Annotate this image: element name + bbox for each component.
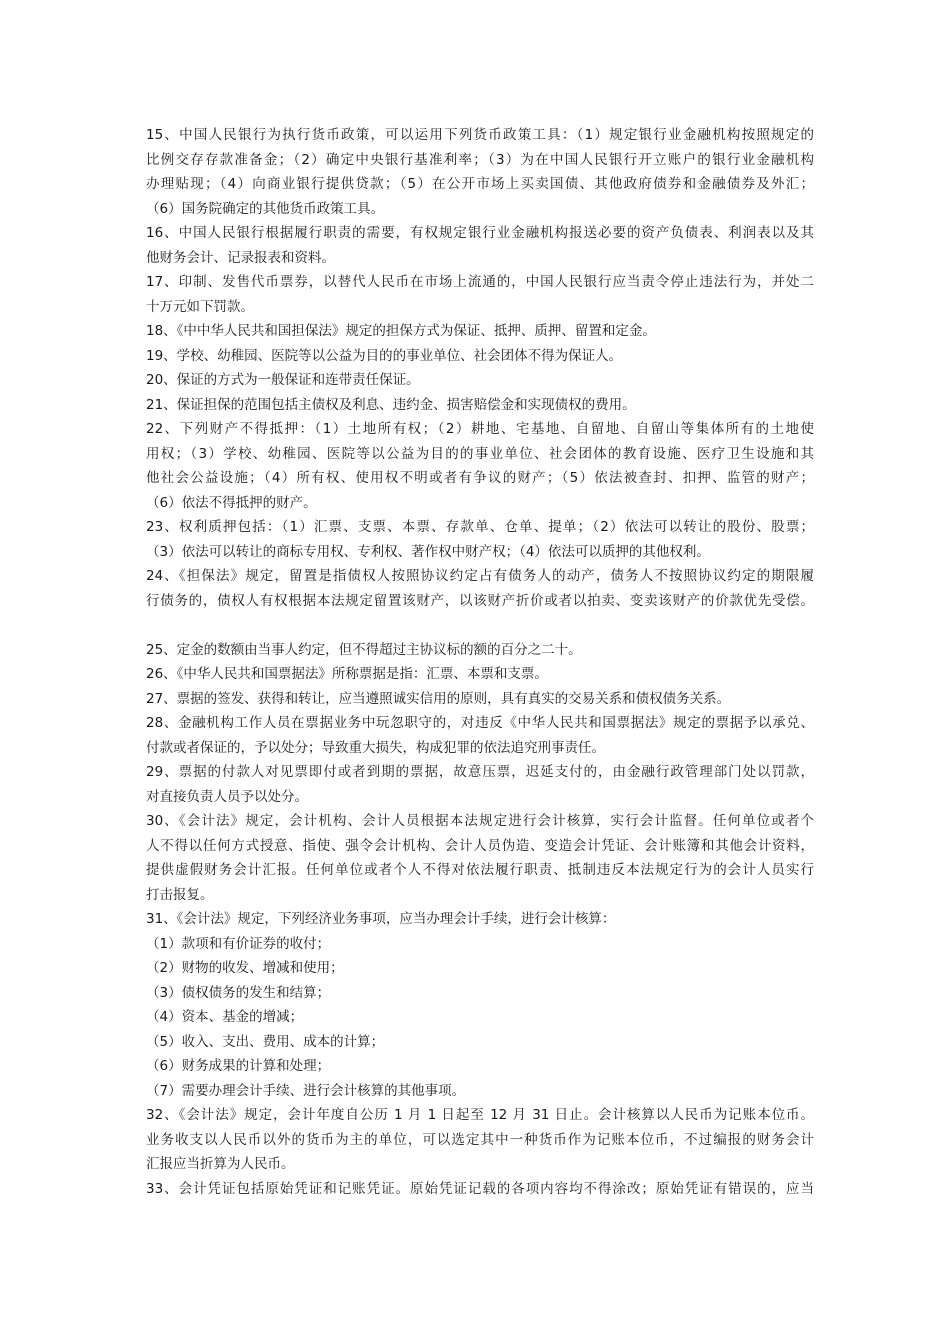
text-line: （3）依法可以转让的商标专用权、专利权、著作权中财产权；（4）依法可以质押的其他权利。 [146, 543, 710, 560]
text-line: 22、下列财产不得抵押：（1）土地所有权；（2）耕地、宅基地、自留地、自留山等集体所有的土地使 [146, 421, 814, 437]
text-line: （3）债权债务的发生和结算； [146, 984, 331, 1001]
text-line: 用权；（3）学校、幼稚园、医院等以公益为目的的事业单位、社会团体的教育设施、医疗卫生设施和其 [146, 445, 814, 462]
text-line: 25、定金的数额由当事人约定，但不得超过主协议标的额的百分之二十。 [146, 641, 582, 658]
text-line: 20、保证的方式为一般保证和连带责任保证。 [146, 372, 420, 388]
text-line: 15、中国人民银行为执行货币政策，可以运用下列货币政策工具：（1）规定银行业金融机构按照规定的 [146, 127, 814, 143]
text-line: 比例交存存款准备金；（2）确定中央银行基准利率；（3）为在中国人民银行开立账户的银行业金融机构 [146, 151, 814, 168]
text-line: 汇报应当折算为人民币。 [146, 1156, 295, 1172]
text-line: 人不得以任何方式授意、指使、强令会计机构、会计人员伪造、变造会计凭证、会计账簿和其他会计资料， [146, 837, 814, 854]
text-line: 18、《中中华人民共和国担保法》规定的担保方式为保证、抵押、质押、留置和定金。 [146, 323, 656, 339]
text-line: 对直接负责人员予以处分。 [146, 788, 308, 805]
text-line: 24、《担保法》规定，留置是指债权人按照协议约定占有债务人的动产，债务人不按照协议约定的期限履 [146, 568, 814, 584]
blank-line [146, 613, 814, 638]
text-line: （5）收入、支出、费用、成本的计算； [146, 1033, 385, 1050]
text-line: （7）需要办理会计手续、进行会计核算的其他事项。 [146, 1082, 466, 1099]
text-line: 28、金融机构工作人员在票据业务中玩忽职守的，对违反《中华人民共和国票据法》规定的票据予以承兑、 [146, 715, 814, 731]
text-line: 他社会公益设施；（4）所有权、使用权不明或者有争议的财产；（5）依法被查封、扣押、监管的财产； [146, 470, 814, 486]
text-line: 31、《会计法》规定，下列经济业务事项，应当办理会计手续，进行会计核算： [146, 911, 616, 927]
text-line: 33、会计凭证包括原始凭证和记账凭证。原始凭证记载的各项内容均不得涂改；原始凭证有错误的，应当 [146, 1180, 814, 1197]
text-line: 16、中国人民银行根据履行职责的需要，有权规定银行业金融机构报送必要的资产负债表、利润表以及其 [146, 225, 814, 241]
text-line: 19、学校、幼稚园、医院等以公益为目的的事业单位、社会团体不得为保证人。 [146, 347, 623, 364]
text-line: 提供虚假财务会计汇报。任何单位或者个人不得对依法履行职责、抵制违反本法规定行为的会计人员实行 [146, 862, 814, 878]
text-line: 21、保证担保的范围包括主债权及利息、违约金、损害赔偿金和实现债权的费用。 [146, 396, 636, 413]
text-line: 打击报复。 [146, 886, 214, 903]
text-line: （2）财物的收发、增减和使用； [146, 960, 344, 976]
text-line: 业务收支以人民币以外的货币为主的单位，可以选定其中一种货币作为记账本位币，不过编报的财务会计 [146, 1131, 814, 1148]
text-line: （6）国务院确定的其他货币政策工具。 [146, 200, 385, 217]
text-line: 29、票据的付款人对见票即付或者到期的票据，故意压票，迟延支付的，由金融行政管理部门处以罚款， [146, 764, 814, 780]
text-line: 付款或者保证的，予以处分；导致重大损失，构成犯罪的依法追究刑事责任。 [146, 739, 605, 756]
text-line: （4）资本、基金的增减； [146, 1009, 304, 1025]
text-line: （6）依法不得抵押的财产。 [146, 494, 317, 511]
text-line: 27、票据的签发、获得和转让，应当遵照诚实信用的原则，具有真实的交易关系和债权债务关系。 [146, 690, 731, 707]
text-line: （6）财务成果的计算和处理； [146, 1058, 331, 1074]
document-body [146, 123, 814, 1201]
text-line: 30、《会计法》规定，会计机构、会计人员根据本法规定进行会计核算，实行会计监督。任何单位或者个 [146, 813, 814, 829]
text-line: 23、权利质押包括：（1）汇票、支票、本票、存款单、仓单、提单；（2）依法可以转让的股份、股票； [146, 519, 814, 535]
text-line: 行债务的，债权人有权根据本法规定留置该财产，以该财产折价或者以拍卖、变卖该财产的价款优先受偿。 [146, 592, 814, 609]
text-line: 32、《会计法》规定，会计年度自公历 1 月 1 日起至 12 月 31 日止。会计核算以人民币为记账本位币。 [146, 1107, 814, 1123]
text-line: 17、印制、发售代币票券，以替代人民币在市场上流通的，中国人民银行应当责令停止违法行为，并处二 [146, 274, 814, 290]
text-line: 十万元如下罚款。 [146, 298, 254, 315]
text-line: （1）款项和有价证券的收付； [146, 935, 331, 952]
text-line: 26、《中华人民共和国票据法》所称票据是指：汇票、本票和支票。 [146, 666, 548, 682]
text-line: 办理贴现；（4）向商业银行提供贷款；（5）在公开市场上买卖国债、其他政府债券和金融债券及外汇； [146, 176, 814, 192]
text-line: 他财务会计、记录报表和资料。 [146, 249, 335, 266]
